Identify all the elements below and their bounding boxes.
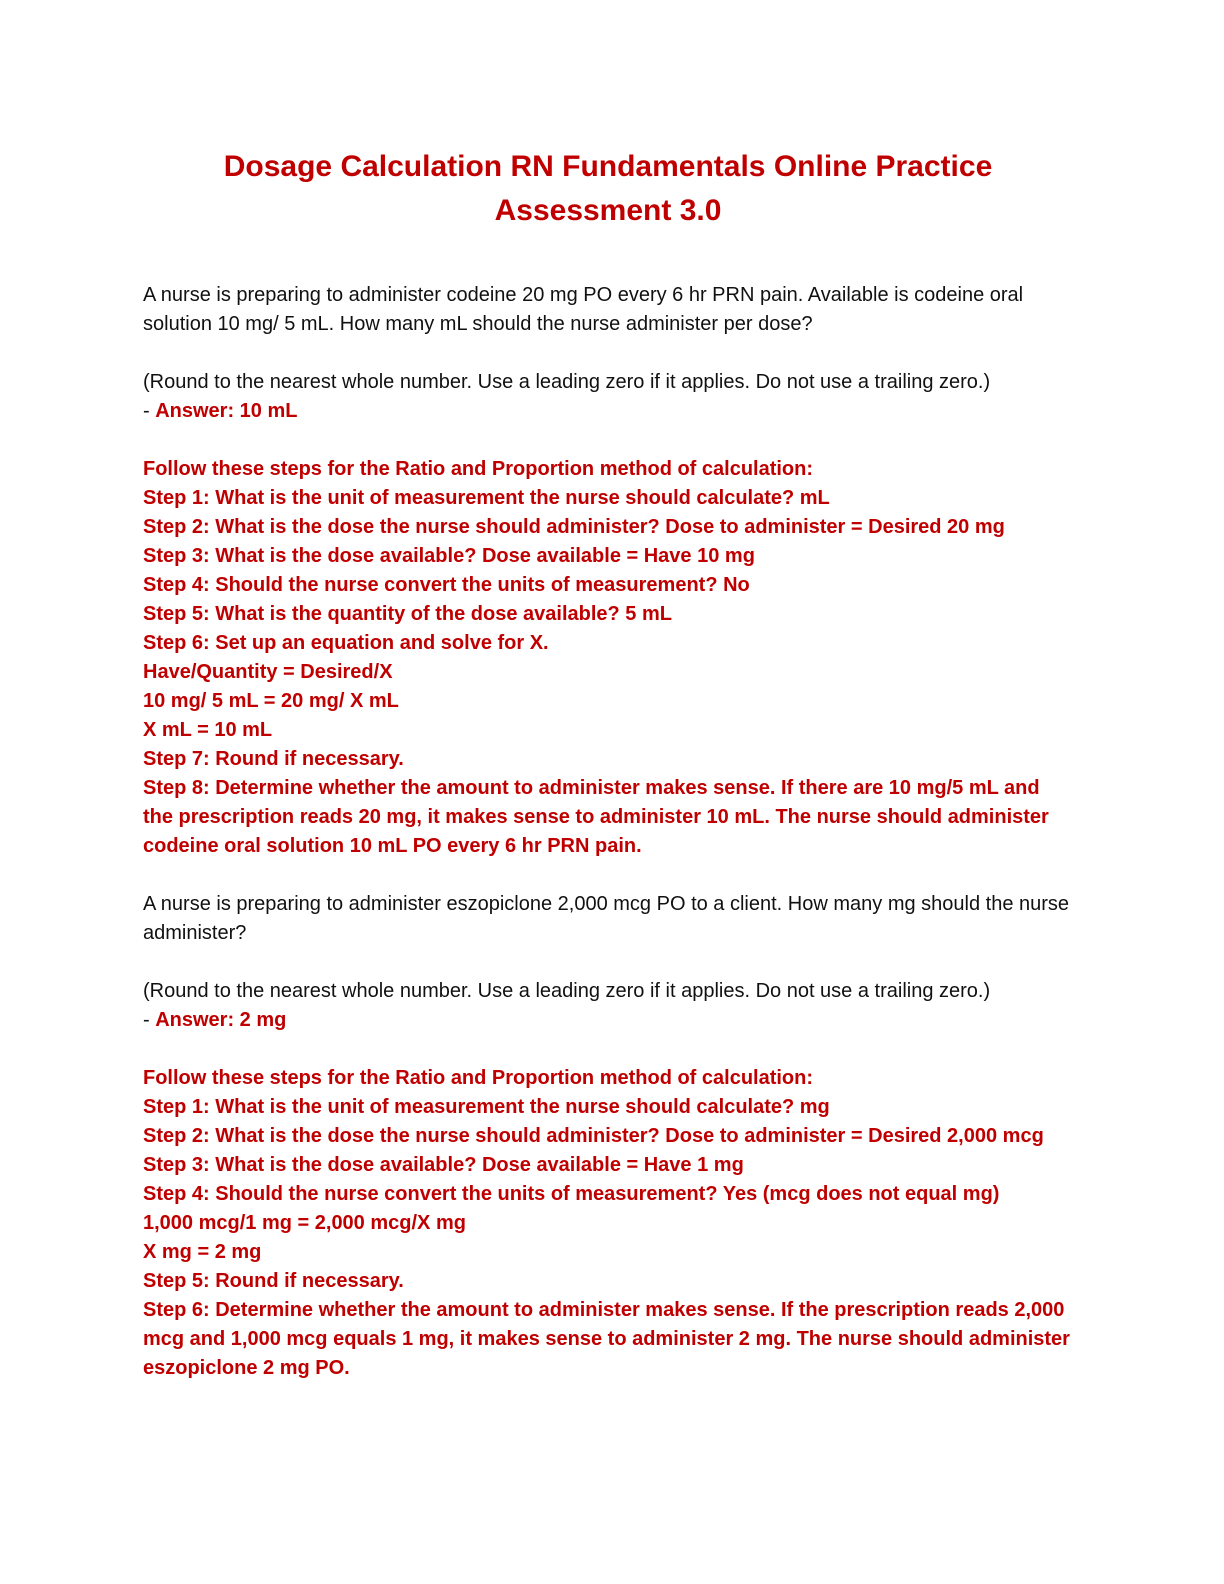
question-text: A nurse is preparing to administer codeine 20 mg PO every 6 hr PRN pain. Available is codeine oral solution 10 mg/ 5 mL. How many mL should the nurse administer per dose? xyxy=(143,284,1024,335)
answer-prefix: - xyxy=(143,400,156,422)
question-block-2 xyxy=(143,890,1073,1383)
document-page xyxy=(143,145,1073,1383)
step-line: Step 4: Should the nurse convert the units of measurement? Yes (mcg does not equal mg) xyxy=(143,1183,1000,1205)
step-line: Step 6: Determine whether the amount to administer makes sense. If the prescription reads 2,000 mcg and 1,000 mcg equals 1 mg, it makes sense to administer 2 mg. The nurse should administer eszopiclone 2 mg PO. xyxy=(143,1299,1070,1379)
equation-line: X mg = 2 mg xyxy=(143,1241,262,1263)
step-line: Step 3: What is the dose available? Dose available = Have 1 mg xyxy=(143,1154,744,1176)
solution-steps xyxy=(143,455,1073,861)
step-line: Step 5: What is the quantity of the dose available? 5 mL xyxy=(143,603,672,625)
question-block-1 xyxy=(143,281,1073,861)
equation-line: 10 mg/ 5 mL = 20 mg/ X mL xyxy=(143,690,399,712)
step-line: Step 8: Determine whether the amount to administer makes sense. If there are 10 mg/5 mL and the prescription reads 20 mg, it makes sense to administer 10 mL. The nurse should administer codeine oral solution 10 mL PO every 6 hr PRN pain. xyxy=(143,777,1049,857)
step-line: Step 1: What is the unit of measurement the nurse should calculate? mg xyxy=(143,1096,830,1118)
step-line: Step 3: What is the dose available? Dose available = Have 10 mg xyxy=(143,545,755,567)
rounding-instruction xyxy=(143,368,1073,426)
rounding-instruction xyxy=(143,977,1073,1035)
step-line: Step 2: What is the dose the nurse should administer? Dose to administer = Desired 2,000 mcg xyxy=(143,1125,1044,1147)
equation-line: X mL = 10 mL xyxy=(143,719,273,741)
equation-line: 1,000 mcg/1 mg = 2,000 mcg/X mg xyxy=(143,1212,466,1234)
step-line: Step 1: What is the unit of measurement the nurse should calculate? mL xyxy=(143,487,830,509)
document-title xyxy=(143,145,1073,233)
step-line: Step 2: What is the dose the nurse should administer? Dose to administer = Desired 20 mg xyxy=(143,516,1005,538)
equation-line: Have/Quantity = Desired/X xyxy=(143,661,393,683)
answer-text: Answer: 2 mg xyxy=(155,1009,287,1031)
step-line: Step 4: Should the nurse convert the units of measurement? No xyxy=(143,574,750,596)
step-line: Step 7: Round if necessary. xyxy=(143,748,404,770)
question-text: A nurse is preparing to administer eszopiclone 2,000 mcg PO to a client. How many mg should the nurse administer? xyxy=(143,893,1070,944)
instruction-text: (Round to the nearest whole number. Use a leading zero if it applies. Do not use a trailing zero.) xyxy=(143,980,991,1002)
steps-intro: Follow these steps for the Ratio and Proportion method of calculation: xyxy=(143,1067,814,1089)
title-line-1: Dosage Calculation RN Fundamentals Online Practice xyxy=(223,150,993,183)
solution-steps xyxy=(143,1064,1073,1383)
answer-text: Answer: 10 mL xyxy=(155,400,298,422)
answer-prefix: - xyxy=(143,1009,156,1031)
steps-intro: Follow these steps for the Ratio and Proportion method of calculation: xyxy=(143,458,814,480)
step-line: Step 5: Round if necessary. xyxy=(143,1270,404,1292)
title-line-2: Assessment 3.0 xyxy=(494,194,722,227)
instruction-text: (Round to the nearest whole number. Use a leading zero if it applies. Do not use a trailing zero.) xyxy=(143,371,991,393)
step-line: Step 6: Set up an equation and solve for X. xyxy=(143,632,549,654)
